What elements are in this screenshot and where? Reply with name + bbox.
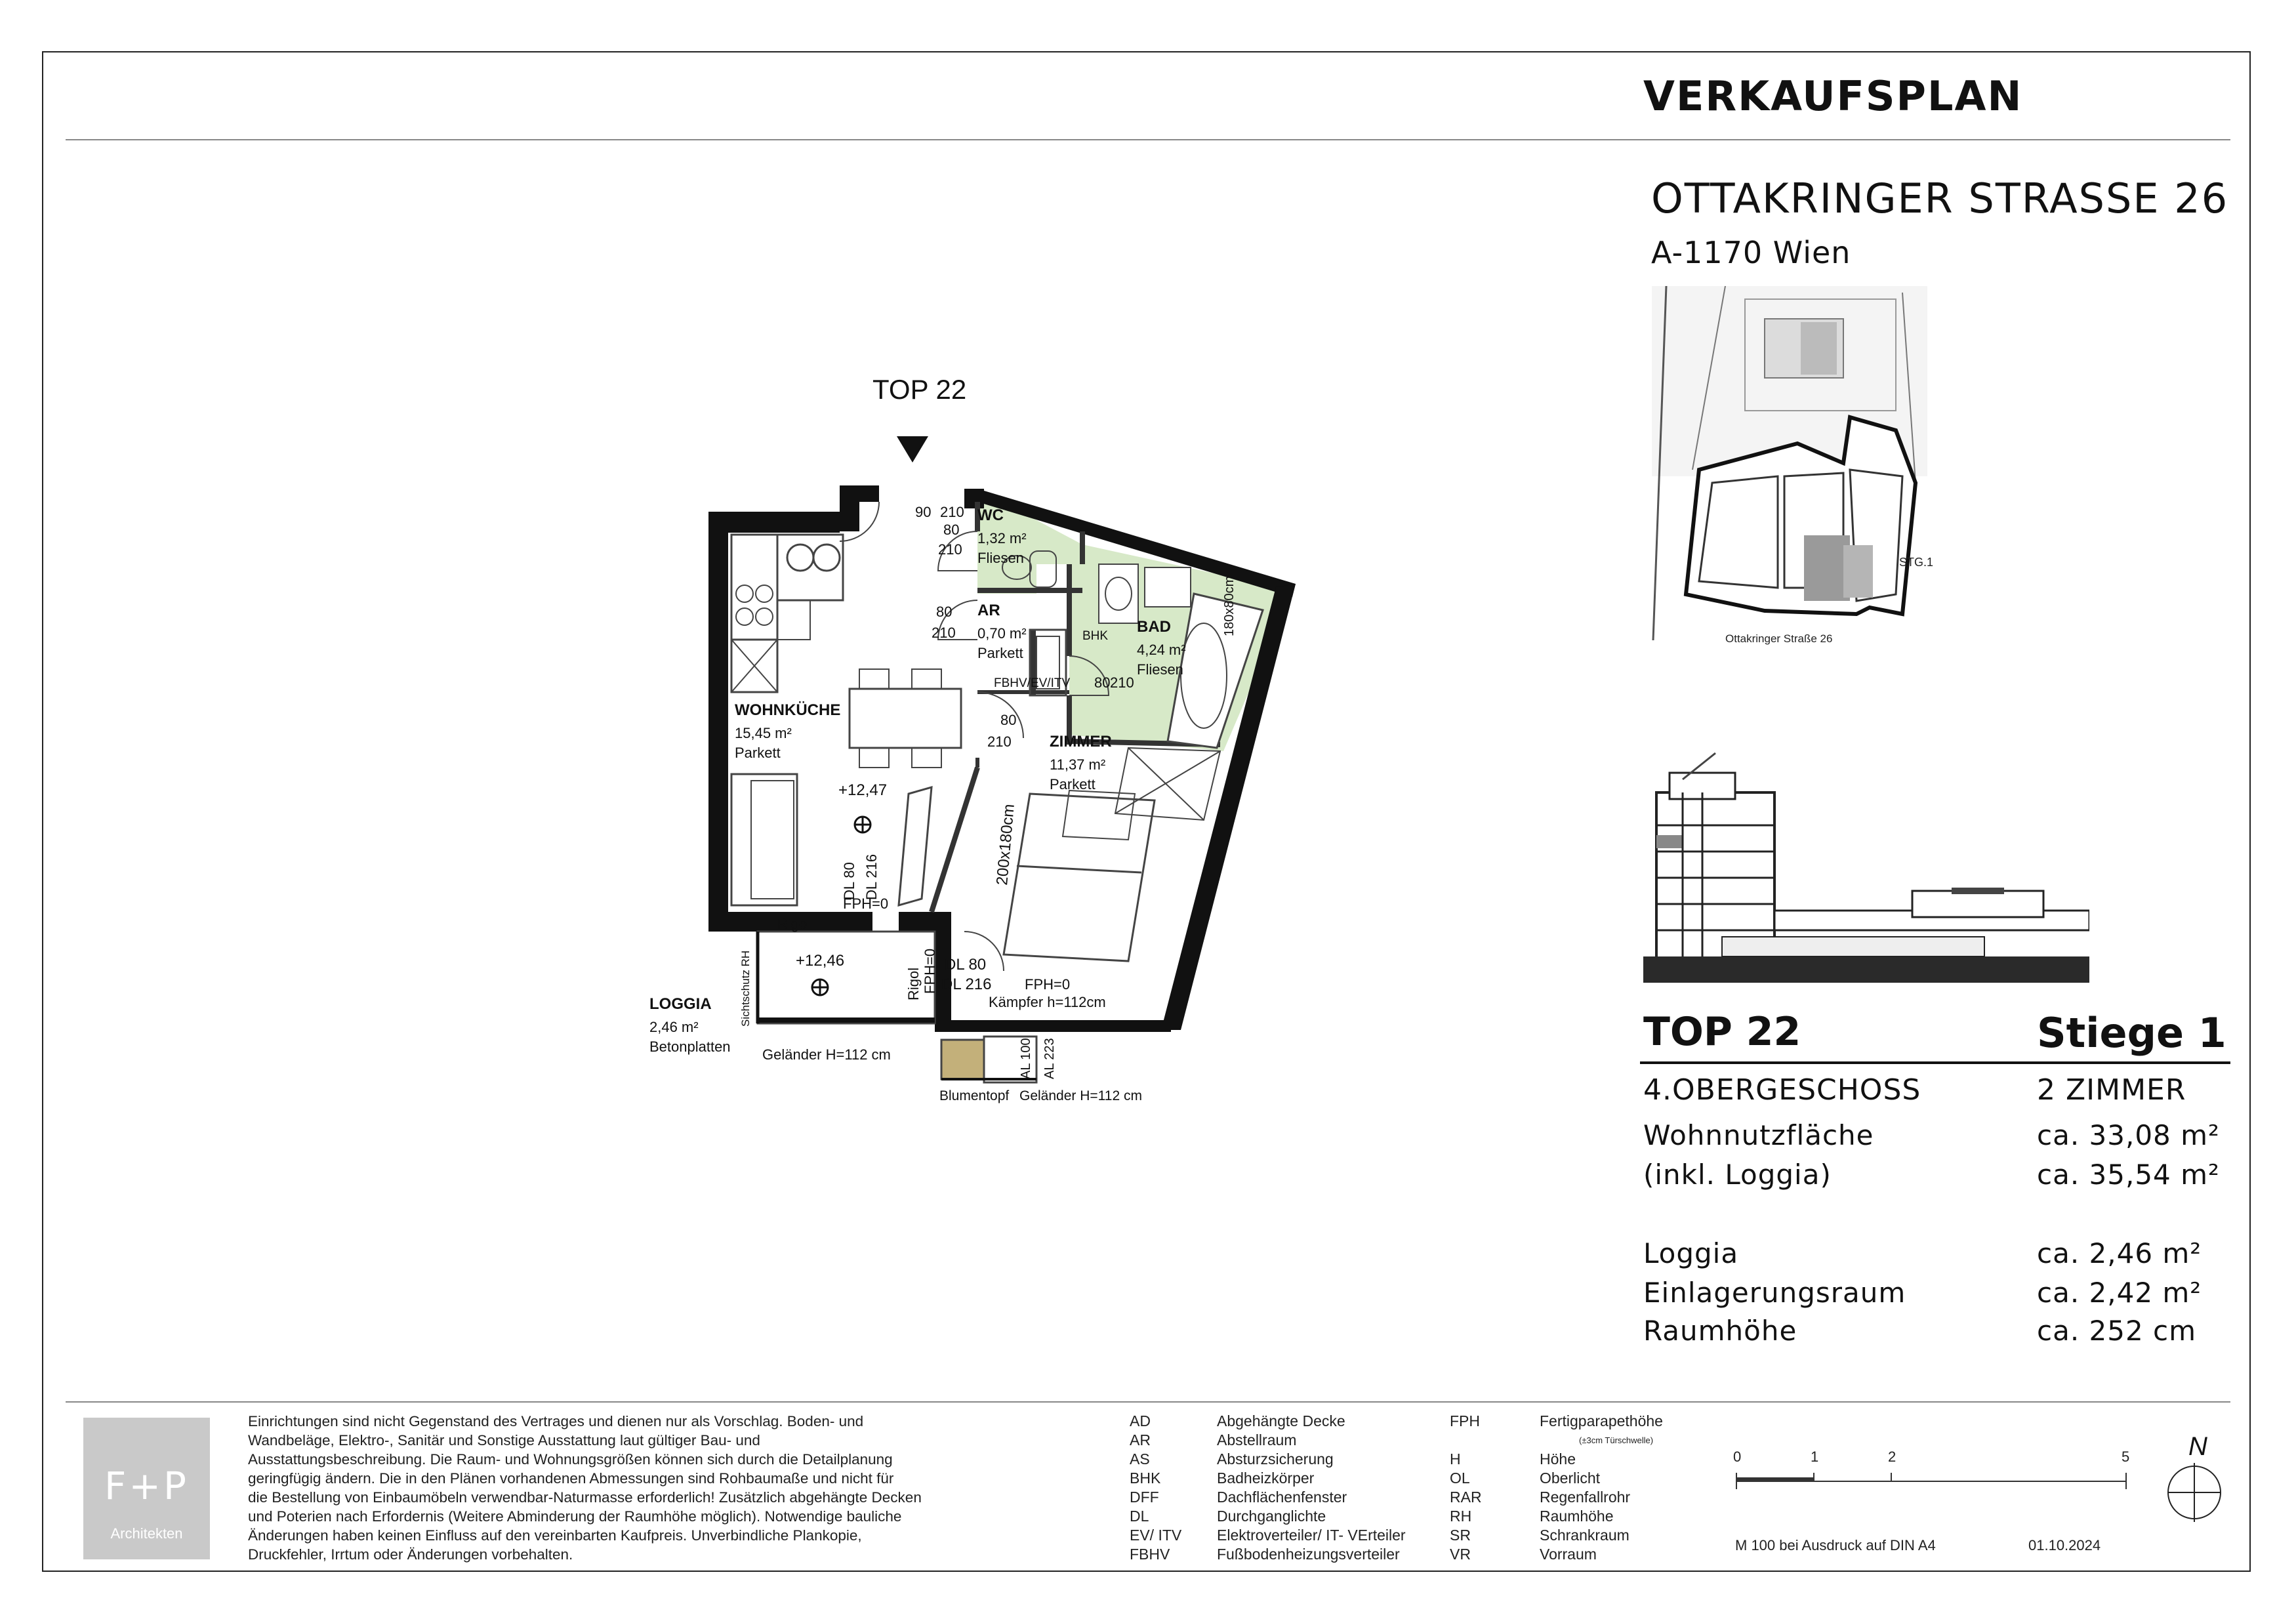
room-floor: Fliesen xyxy=(977,550,1024,566)
legend-abbr-col xyxy=(1450,1412,1515,1564)
fbhv-label: FBHV/EV/ITV xyxy=(994,676,1071,690)
summary-divider xyxy=(1640,1061,2230,1064)
disclaimer-line: Änderungen haben keinen Einfluss auf den vereinbarten Kaufpreis. Unverbindliche Plankopie, xyxy=(248,1527,862,1544)
room-label: WOHNKÜCHE xyxy=(735,701,841,719)
legend-text: Regenfallrohr xyxy=(1540,1489,1631,1506)
summary-top: TOP 22 xyxy=(1643,1009,1801,1055)
scale-tick-label: 5 xyxy=(2122,1448,2130,1465)
dim-label: 210 xyxy=(987,733,1012,750)
fph-label: FPH=0 xyxy=(843,895,889,912)
level-label: +12,46 xyxy=(796,952,845,970)
logo-name: Architekten xyxy=(110,1525,183,1542)
scale-note: M 100 bei Ausdruck auf DIN A4 xyxy=(1735,1537,1936,1553)
legend-abbr: VR xyxy=(1450,1546,1471,1563)
building-section xyxy=(1643,740,2089,989)
room-floor: Fliesen xyxy=(1137,661,1183,678)
summary-row-label: (inkl. Loggia) xyxy=(1643,1159,1832,1191)
summary-row-value: ca. 35,54 m² xyxy=(2037,1159,2220,1191)
kaempfer-label: Kämpfer h=112cm xyxy=(989,994,1106,1010)
scale-and-north xyxy=(1719,1430,2230,1561)
legend-text: Höhe xyxy=(1540,1450,1576,1468)
room-label: AR xyxy=(977,602,1000,619)
legend-abbr: OL xyxy=(1450,1469,1470,1487)
sichtschutz-label: Sichtschutz RH xyxy=(739,950,752,1027)
al-label: AL 100 xyxy=(1019,1038,1033,1079)
level-label: +12,47 xyxy=(838,781,888,799)
keyplan-street-label: Ottakringer Straße 26 xyxy=(1725,632,1833,645)
legend-text: Durchganglichte xyxy=(1217,1508,1326,1525)
legend-abbr: RAR xyxy=(1450,1489,1482,1506)
dl-label: DL 216 xyxy=(941,976,992,993)
fph-label: FPH=0 xyxy=(922,948,938,994)
dim-label: 80 xyxy=(936,604,953,620)
disclaimer-line: geringfügig ändern. Die in den Plänen vorhandenen Abmessungen sind Rohbaumaße und nicht für xyxy=(248,1470,894,1487)
legend-abbr: SR xyxy=(1450,1527,1471,1544)
scale-tick-label: 0 xyxy=(1733,1448,1742,1465)
north-label: N xyxy=(2188,1432,2207,1461)
dim-label: 80 xyxy=(1000,712,1017,728)
disclaimer-line: die Bestellung von Einbaumöbeln verwendbar-Naturmasse erforderlich! Zusätzlich abgehängte Decken xyxy=(248,1489,922,1506)
dl-label: DL 216 xyxy=(863,853,880,900)
summary-row-label: Einlagerungsraum xyxy=(1643,1277,1906,1309)
room-label: BAD xyxy=(1137,618,1171,636)
address-city: A-1170 Wien xyxy=(1651,235,1851,270)
legend-abbr: AS xyxy=(1130,1450,1150,1468)
room-label: WC xyxy=(977,506,1004,524)
disclaimer-line: Wandbeläge, Elektro-, Sanitär und Sonstige Ausstattung laut gültiger Bau- und xyxy=(248,1432,760,1448)
legend-text: Badheizkörper xyxy=(1217,1469,1315,1487)
dim-label: 80 xyxy=(943,522,960,538)
legend-text: Absturzsicherung xyxy=(1217,1450,1334,1468)
room-label: ZIMMER xyxy=(1050,733,1112,750)
blumentopf-label: Blumentopf xyxy=(939,1088,1010,1103)
al-label: AL 223 xyxy=(1042,1038,1057,1079)
legend-abbr: FPH xyxy=(1450,1412,1480,1429)
footer-divider xyxy=(66,1401,2230,1403)
architect-logo xyxy=(83,1418,210,1559)
legend-text: Schrankraum xyxy=(1540,1527,1630,1544)
legend-abbr: BHK xyxy=(1130,1469,1161,1487)
room-area: 11,37 m² xyxy=(1050,756,1106,773)
header-divider xyxy=(66,139,2230,140)
floorplan xyxy=(610,367,1332,1128)
dim-label: 210 xyxy=(940,504,964,520)
legend-text-col xyxy=(1540,1412,1736,1564)
logo-mark: F+P xyxy=(104,1464,189,1508)
room-floor: Parkett xyxy=(735,745,781,761)
rigol-label: Rigol xyxy=(905,967,922,1000)
rigol-label: Rigol xyxy=(777,916,811,932)
room-floor: Betonplatten xyxy=(649,1038,731,1055)
room-label: LOGGIA xyxy=(649,995,712,1013)
keyplan-stair-label: STG.1 xyxy=(1899,556,1934,569)
dim-label: 80 xyxy=(1094,674,1111,691)
legend-text: Fertigparapethöhe xyxy=(1540,1412,1663,1429)
disclaimer-line: Ausstattungsbeschreibung. Die Raum- und Wohnungsgrößen können sich durch die Detailplanung xyxy=(248,1451,893,1468)
legend-text: Vorraum xyxy=(1540,1546,1597,1563)
summary-row-label: Loggia xyxy=(1643,1237,1739,1269)
legend-text: Fußbodenheizungsverteiler xyxy=(1217,1546,1400,1563)
disclaimer-line: und Poterien nach Erfordernis (Weitere Abminderung der Raumhöhe möglich). Notwendige bauliche xyxy=(248,1508,902,1525)
room-area: 15,45 m² xyxy=(735,725,792,741)
legend-abbr: FBHV xyxy=(1130,1546,1170,1563)
plan-title: VERKAUFSPLAN xyxy=(1643,72,2023,120)
legend-abbr-col xyxy=(1130,1412,1221,1564)
legend-text: Elektroverteiler/ IT- VErteiler xyxy=(1217,1527,1406,1544)
legend-text-col xyxy=(1217,1412,1453,1564)
dl-label: DL 80 xyxy=(841,862,857,900)
disclaimer xyxy=(248,1412,1114,1564)
legend-note: (±3cm Türschwelle) xyxy=(1579,1435,1654,1445)
room-floor: Parkett xyxy=(977,645,1023,661)
bed-dim: 200x180cm xyxy=(993,803,1018,886)
summary-row-label: Wohnnutzfläche xyxy=(1643,1119,1874,1151)
disclaimer-line: Druckfehler, Irrtum oder Änderungen vorbehalten. xyxy=(248,1546,573,1563)
legend-abbr: DFF xyxy=(1130,1489,1159,1506)
dim-label: 210 xyxy=(938,541,962,558)
disclaimer-line: Einrichtungen sind nicht Gegenstand des Vertrages und dienen nur als Vorschlag. Boden- und xyxy=(248,1413,864,1429)
summary-row-value: ca. 2,42 m² xyxy=(2037,1277,2202,1309)
dim-label: 210 xyxy=(1110,674,1134,691)
summary-row-value: ca. 252 cm xyxy=(2037,1315,2197,1347)
room-area: 0,70 m² xyxy=(977,625,1027,642)
room-area: 2,46 m² xyxy=(649,1019,699,1035)
unit-label: TOP 22 xyxy=(872,374,967,405)
address-street: OTTAKRINGER STRASSE 26 xyxy=(1651,175,2229,222)
gelaender-label: Geländer H=112 cm xyxy=(762,1046,891,1063)
summary-row-value: ca. 2,46 m² xyxy=(2037,1237,2202,1269)
legend-abbr: EV/ ITV xyxy=(1130,1527,1182,1544)
summary-floor: 4.OBERGESCHOSS xyxy=(1643,1073,1921,1107)
legend-abbr: RH xyxy=(1450,1508,1472,1525)
legend-abbr: DL xyxy=(1130,1508,1149,1525)
plan-date: 01.10.2024 xyxy=(2028,1537,2101,1553)
legend-text: Abgehängte Decke xyxy=(1217,1412,1345,1429)
scale-tick-label: 1 xyxy=(1811,1448,1819,1465)
summary-stiege: Stiege 1 xyxy=(2037,1009,2226,1057)
room-area: 4,24 m² xyxy=(1137,642,1186,658)
summary-row-value: ca. 33,08 m² xyxy=(2037,1119,2220,1151)
summary-row-label: Raumhöhe xyxy=(1643,1315,1797,1347)
site-keyplan xyxy=(1647,286,1942,653)
room-area: 1,32 m² xyxy=(977,530,1027,546)
legend-abbr: AR xyxy=(1130,1431,1151,1448)
scale-tick-label: 2 xyxy=(1888,1448,1896,1465)
dl-label: DL 80 xyxy=(945,956,987,974)
tub-dim: 180x80cm xyxy=(1222,575,1237,636)
fph-label: FPH=0 xyxy=(1025,976,1071,993)
legend-text: Abstellraum xyxy=(1217,1431,1297,1448)
gelaender-label: Geländer H=112 cm xyxy=(1019,1088,1142,1103)
legend-text: Raumhöhe xyxy=(1540,1508,1614,1525)
legend-abbr: H xyxy=(1450,1450,1461,1468)
dim-label: 90 xyxy=(915,504,932,520)
bhk-label: BHK xyxy=(1082,629,1109,643)
legend-text: Dachflächenfenster xyxy=(1217,1489,1347,1506)
legend-abbr: AD xyxy=(1130,1412,1151,1429)
summary-rooms: 2 ZIMMER xyxy=(2037,1073,2186,1107)
legend-text: Oberlicht xyxy=(1540,1469,1601,1487)
room-floor: Parkett xyxy=(1050,776,1096,792)
entrance-arrow-icon xyxy=(897,436,928,462)
dim-label: 210 xyxy=(932,625,956,641)
